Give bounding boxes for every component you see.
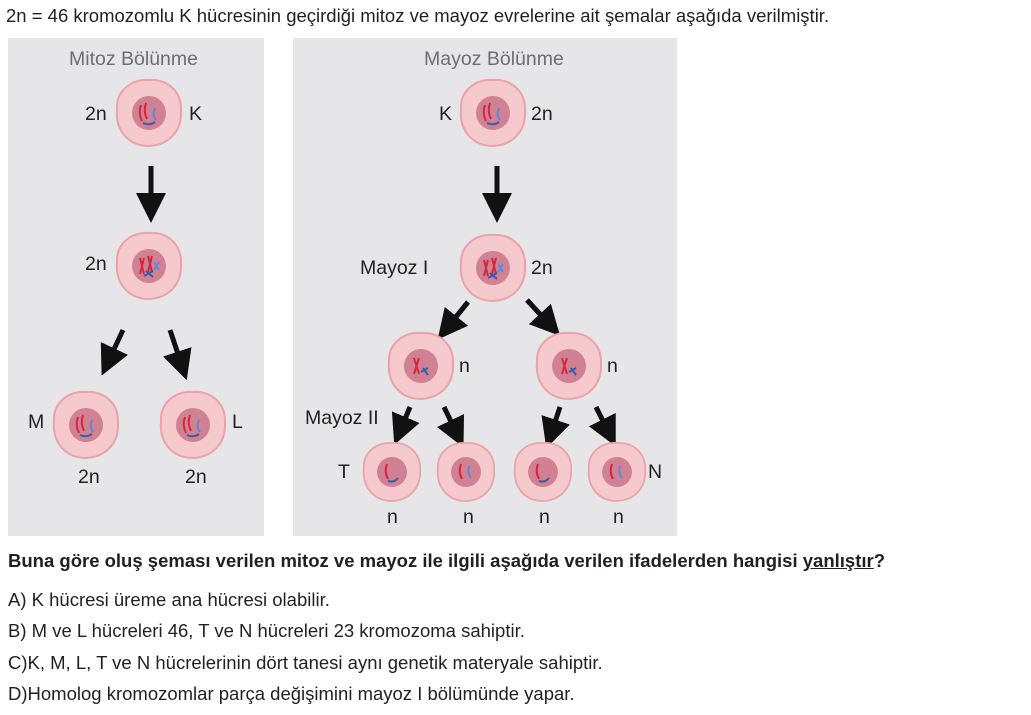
option-text: Homolog kromozomlar parça değişimini mayoz I bölümünde yapar.	[27, 683, 575, 704]
ploidy-label: 2n	[85, 253, 107, 275]
cell-m	[54, 392, 118, 458]
arrow-down-left	[447, 302, 468, 328]
cell-name-label: K	[189, 103, 203, 125]
cell-n	[589, 443, 646, 501]
option-a[interactable]	[8, 589, 330, 611]
cell-t	[364, 443, 421, 501]
question-text: Buna göre oluş şeması verilen mitoz ve mayoz ile ilgili aşağıda verilen ifadelerden hangisi	[8, 550, 803, 571]
option-c[interactable]	[8, 652, 603, 674]
cell-name-label: M	[28, 411, 45, 433]
cell-meiosis-right	[537, 333, 601, 399]
arrow-down-left	[400, 407, 410, 431]
option-letter: C)	[8, 652, 28, 673]
question-intro: 2n = 46 kromozomlu K hücresinin geçirdiği mitoz ve mayoz evrelerine ait şemalar aşağıda verilmiştir.	[6, 5, 830, 26]
question-mark: ?	[873, 550, 886, 571]
arrow-down-left	[108, 330, 123, 362]
cell-name-label: K	[439, 103, 453, 125]
stage-label: Mayoz I	[360, 257, 429, 279]
ploidy-label: 2n	[185, 466, 207, 488]
option-letter: B)	[8, 620, 27, 641]
option-text: K hücresi üreme ana hücresi olabilir.	[31, 589, 330, 610]
option-text: M ve L hücreleri 46, T ve N hücreleri 23 kromozoma sahiptir.	[31, 620, 525, 641]
ploidy-label: 2n	[85, 103, 107, 125]
arrow-down-right	[170, 330, 182, 366]
cell-name-label: T	[338, 461, 350, 483]
option-b[interactable]	[8, 620, 525, 642]
cell-meiosis-left	[389, 333, 453, 399]
mitosis-title: Mitoz Bölünme	[69, 48, 198, 70]
cell-l	[161, 392, 225, 458]
cell-k-mitosis	[117, 80, 181, 146]
arrow-down-left	[551, 407, 560, 434]
cell-name-label: N	[648, 461, 663, 483]
cell-gamete-2	[438, 443, 495, 501]
ploidy-label: n	[387, 506, 398, 528]
cell-meiosis-i	[461, 235, 525, 301]
ploidy-label: n	[463, 506, 474, 528]
ploidy-label: 2n	[531, 103, 553, 125]
arrow-down-right	[444, 407, 457, 434]
ploidy-label: 2n	[531, 257, 553, 279]
cell-name-label: L	[232, 411, 243, 433]
arrow-down-right	[527, 300, 550, 325]
ploidy-label: n	[607, 355, 618, 377]
option-letter: D)	[8, 683, 28, 704]
cell-mitosis-middle	[117, 233, 181, 299]
question-stem	[8, 550, 885, 572]
meiosis-title: Mayoz Bölünme	[424, 48, 564, 70]
ploidy-label: n	[613, 506, 624, 528]
ploidy-label: 2n	[78, 466, 100, 488]
ploidy-label: n	[539, 506, 550, 528]
option-d[interactable]	[8, 683, 575, 705]
option-letter: A)	[8, 589, 27, 610]
question-emphasis: yanlıştır	[802, 550, 874, 571]
cell-gamete-3	[515, 443, 572, 501]
ploidy-label: n	[459, 355, 470, 377]
arrow-down-right	[596, 407, 609, 433]
cell-k-meiosis	[461, 80, 525, 146]
option-text: K, M, L, T ve N hücrelerinin dört tanesi aynı genetik materyale sahiptir.	[27, 652, 603, 673]
stage-label: Mayoz II	[305, 407, 379, 429]
